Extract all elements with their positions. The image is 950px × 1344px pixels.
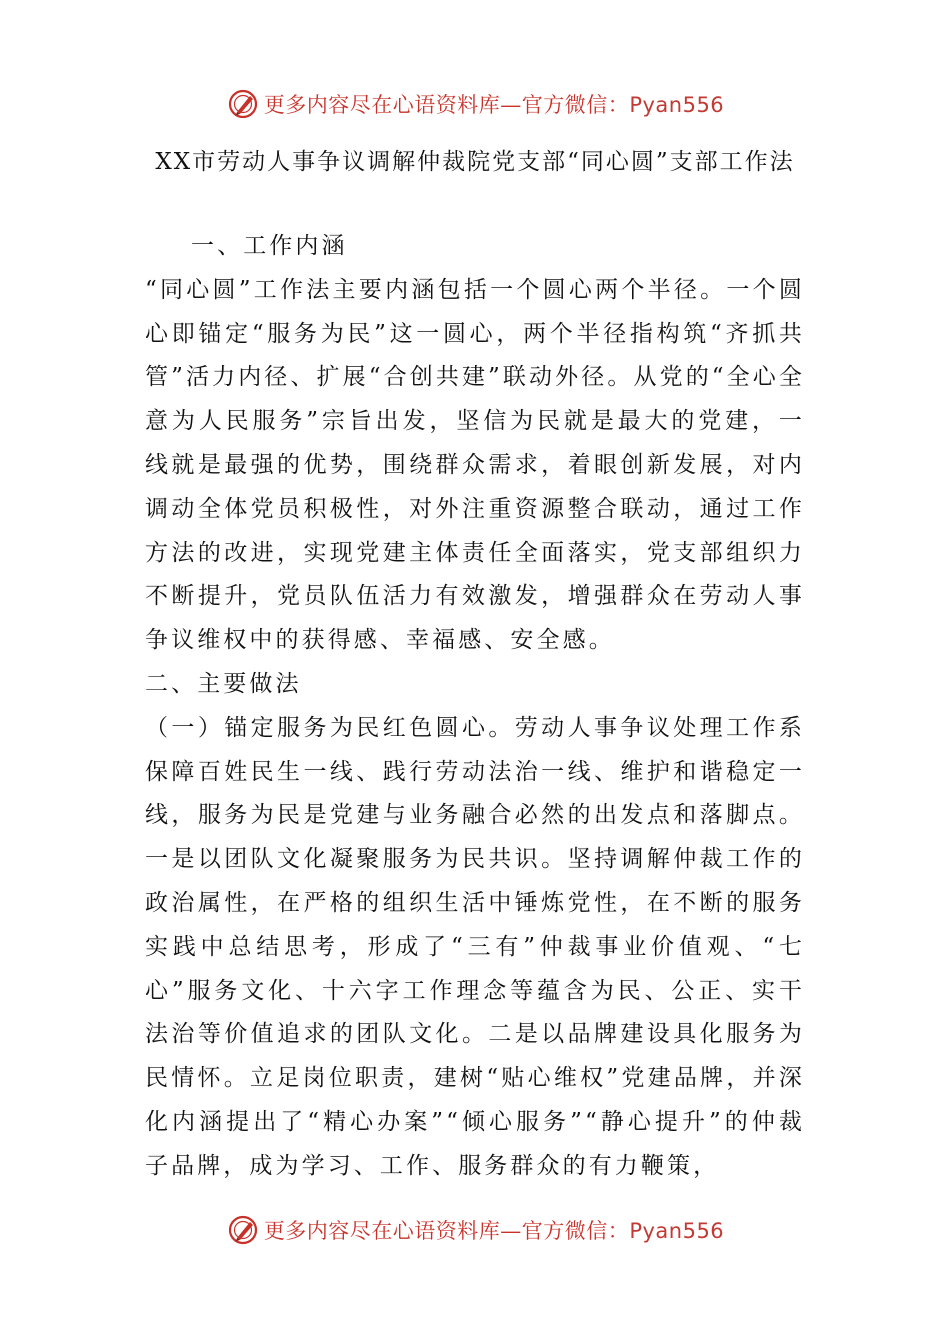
- paragraph: （一）锚定服务为民红色圆心。劳动人事争议处理工作系保障百姓民生一线、践行劳动法治一线、维护和谐稳定一线，服务为民是党建与业务融合必然的出发点和落脚点。一是以团队文化凝聚服务为民共识。坚持调解仲裁工作的政治属性，在严格的组织生活中锤炼党性，在不断的服务实践中总结思考，形成了“三有”仲裁事业价值观、“七心”服务文化、十六字工作理念等蕴含为民、公正、实干法治等价值追求的团队文化。二是以品牌建设具化服务为民情怀。立足岗位职责，建树“贴心维权”党建品牌，并深化内涵提出了“精心办案”“倾心服务”“静心提升”的仲裁子品牌，成为学习、工作、服务群众的有力鞭策，: [145, 714, 805, 1179]
- banner-handle: Pyan556: [629, 1219, 725, 1243]
- banner-handle: Pyan556: [629, 93, 725, 117]
- banner-text: 更多内容尽在心语资料库—官方微信：: [263, 93, 630, 117]
- paragraph: “同心圆”工作法主要内涵包括一个圆心两个半径。一个圆心即锚定“服务为民”这一圆心，两个半径指构筑“齐抓共管”活力内径、扩展“合创共建”联动外径。从党的“全心全意为人民服务”宗旨出发，坚信为民就是最大的党建，一线就是最强的优势，围绕群众需求，着眼创新发展，对内调动全体党员积极性，对外注重资源整合联动，通过工作方法的改进，实现党建主体责任全面落实，党支部组织力不断提升，党员队伍活力有效激发，增强群众在劳动人事争议维权中的获得感、幸福感、安全感。: [145, 276, 805, 654]
- header-banner: [0, 84, 950, 124]
- document-body: [145, 225, 805, 1189]
- section-heading: 一、工作内涵: [191, 233, 348, 259]
- section-heading: 二、主要做法: [145, 670, 302, 697]
- banner-text: 更多内容尽在心语资料库—官方微信：: [263, 1219, 630, 1243]
- pen-seal-icon: [226, 87, 260, 121]
- pen-seal-icon: [226, 1213, 260, 1247]
- footer-banner: [0, 1210, 950, 1250]
- document-title: XX市劳动人事争议调解仲裁院党支部“同心圆”支部工作法: [155, 149, 795, 175]
